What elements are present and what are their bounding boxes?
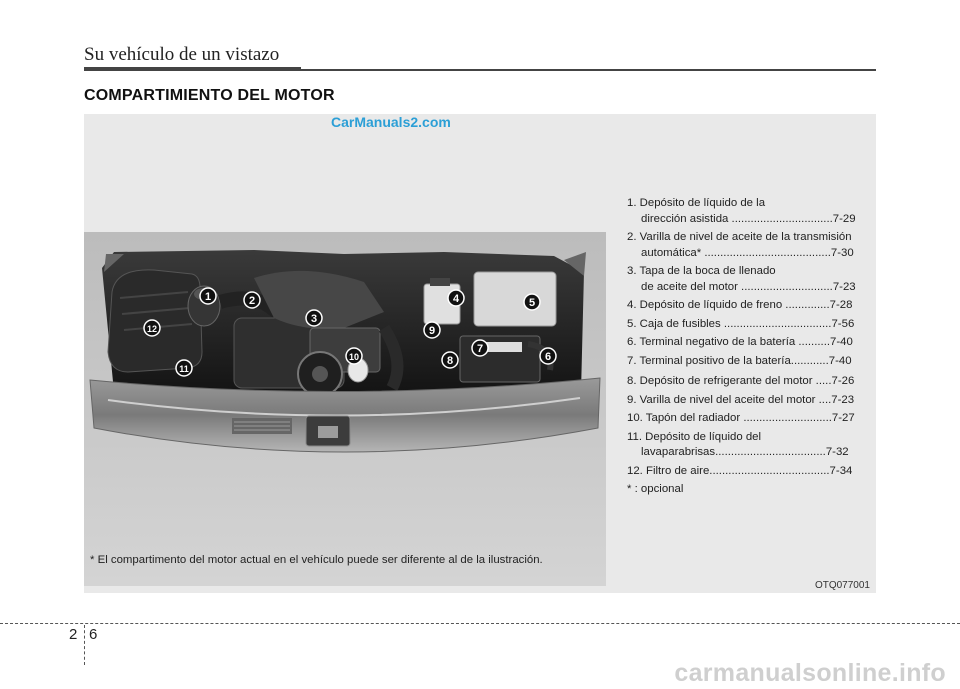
callout-1-label: 1 xyxy=(204,291,212,303)
legend-line: 5. Caja de fusibles ..................................7-56 xyxy=(627,317,855,330)
legend-item xyxy=(627,230,877,261)
legend-item xyxy=(627,482,877,498)
legend-item xyxy=(627,317,877,333)
callout-2 xyxy=(244,292,260,308)
watermark-link[interactable]: CarManuals2.com xyxy=(331,114,451,130)
section-header: Su vehículo de un vistazo xyxy=(84,44,280,65)
legend-line: 8. Depósito de refrigerante del motor .....7-26 xyxy=(627,375,855,387)
callout-9-label: 9 xyxy=(428,325,436,337)
callout-1 xyxy=(200,288,216,304)
callout-2-label: 2 xyxy=(248,295,256,307)
figure-panel xyxy=(84,114,876,593)
page-number: 6 xyxy=(89,626,98,643)
legend-line: 10. Tapón del radiador ............................7-27 xyxy=(627,412,855,424)
legend-line: 3. Tapa de la boca de llenado xyxy=(627,265,776,277)
page-title: COMPARTIMIENTO DEL MOTOR xyxy=(84,87,335,104)
legend-item xyxy=(627,298,877,314)
legend-line: 9. Varilla de nivel del aceite del motor ....7-23 xyxy=(627,393,855,406)
chapter-number: 2 xyxy=(69,626,78,643)
callout-10-label: 10 xyxy=(348,352,360,362)
callout-3-label: 3 xyxy=(310,313,318,325)
callout-4-label: 4 xyxy=(452,293,460,305)
callout-7 xyxy=(472,340,488,356)
callout-6-label: 6 xyxy=(544,351,552,363)
legend-item xyxy=(627,411,877,427)
footer-divider xyxy=(0,623,960,624)
legend-item xyxy=(627,393,877,409)
callout-5 xyxy=(524,294,540,310)
legend-item xyxy=(627,354,877,370)
disclaimer: * El compartimento del motor actual en el vehículo puede ser diferente al de la ilustración. xyxy=(90,554,543,566)
legend-item xyxy=(627,464,877,480)
callout-12-label: 12 xyxy=(146,324,158,334)
legend-list xyxy=(627,196,877,501)
legend-item xyxy=(627,264,877,295)
callout-4 xyxy=(448,290,464,306)
legend-item xyxy=(627,374,877,390)
footer-vertical-divider xyxy=(84,625,85,665)
callout-5-label: 5 xyxy=(528,297,536,309)
legend-line: automática* ........................................7-30 xyxy=(641,246,854,259)
callout-6 xyxy=(540,348,556,364)
legend-line: dirección asistida ................................7-29 xyxy=(641,212,856,225)
legend-line: 4. Depósito de líquido de freno ..............7-28 xyxy=(627,299,853,311)
callout-8 xyxy=(442,352,458,368)
legend-line: * : opcional xyxy=(627,483,684,495)
legend-line: 2. Varilla de nivel de aceite de la transmisión xyxy=(627,231,852,243)
legend-item xyxy=(627,335,877,351)
callout-11-label: 11 xyxy=(179,364,189,374)
legend-line: 7. Terminal positivo de la batería............7-40 xyxy=(627,354,852,367)
callout-9 xyxy=(424,322,440,338)
legend-item xyxy=(627,430,877,461)
callout-12 xyxy=(144,320,160,336)
callout-7-label: 7 xyxy=(476,343,484,355)
legend-line: lavaparabrisas...................................7-32 xyxy=(641,446,849,458)
callout-11 xyxy=(176,360,192,376)
legend-line: 11. Depósito de líquido del xyxy=(627,430,762,443)
image-code: OTQ077001 xyxy=(814,580,870,591)
header-rule-thick xyxy=(84,67,301,71)
callout-10 xyxy=(346,348,362,364)
legend-line: 1. Depósito de líquido de la xyxy=(627,197,766,209)
header-rule-thin xyxy=(301,69,876,71)
callout-8-label: 8 xyxy=(446,355,454,367)
legend-line: 12. Filtro de aire......................................7-34 xyxy=(627,464,853,477)
legend-line: 6. Terminal negativo de la batería ..........7-40 xyxy=(627,336,853,348)
site-watermark: carmanualsonline.info xyxy=(674,659,946,687)
legend-line: de aceite del motor .............................7-23 xyxy=(641,280,856,293)
callout-layer xyxy=(84,232,606,586)
callout-3 xyxy=(306,310,322,326)
legend-item xyxy=(627,196,877,227)
